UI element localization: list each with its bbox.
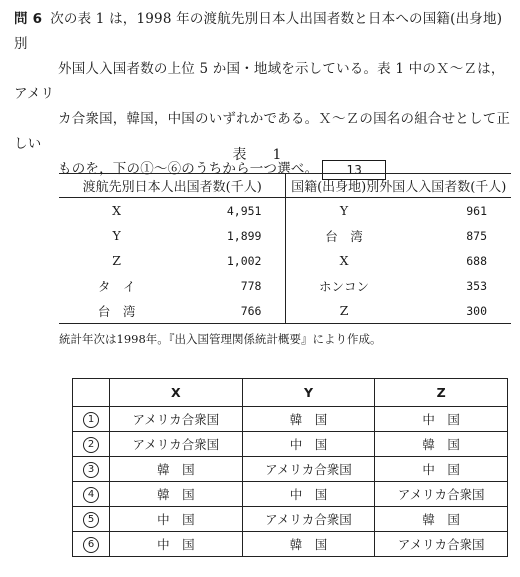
- table-1-right-value: 961: [466, 203, 487, 218]
- question-line-3-text: カ合衆国，韓国，中国のいずれかである。Ｘ～Ｚの国名の組合せとして正しい: [14, 111, 511, 152]
- choice-row: [73, 532, 508, 557]
- choice-number: 2: [83, 437, 99, 453]
- table-1-right-value: 300: [466, 303, 487, 318]
- table-2: [72, 378, 508, 557]
- choice-row: [73, 407, 508, 432]
- choice-number: 4: [83, 487, 99, 503]
- choice-row: [73, 457, 508, 482]
- choice-number-cell: [73, 432, 110, 457]
- choice-y: 韓 国: [242, 532, 375, 557]
- choice-y: アメリカ合衆国: [242, 457, 375, 482]
- table-1-title: 表 1: [232, 147, 288, 163]
- choice-z: 韓 国: [375, 507, 508, 532]
- table-1-right-name: Z: [286, 298, 402, 324]
- table-1-right-value: 875: [466, 228, 487, 243]
- table-1-body: [59, 198, 511, 324]
- table-1-row: [59, 223, 511, 248]
- table-1-row: [59, 298, 511, 324]
- table-1: [59, 173, 511, 324]
- table-1-left-value: 778: [240, 278, 262, 293]
- answer-box: 13: [322, 160, 386, 180]
- choice-row: [73, 432, 508, 457]
- table-2-header-y: Y: [242, 379, 375, 407]
- table-2-header-x: X: [110, 379, 243, 407]
- choice-number: 6: [83, 537, 99, 553]
- table-1-row: [59, 273, 511, 298]
- choice-y: 中 国: [242, 432, 375, 457]
- choice-z: 中 国: [375, 457, 508, 482]
- question-label: 問 6: [14, 11, 43, 27]
- table-1-left-name: Z: [112, 253, 121, 268]
- table-1-row: [59, 198, 511, 224]
- choice-number-cell: [73, 482, 110, 507]
- table-1-left-value: 1,899: [226, 228, 262, 243]
- choice-x: 韓 国: [110, 457, 243, 482]
- choice-number-cell: [73, 457, 110, 482]
- question-line-2: [14, 57, 514, 107]
- table-1-right-value: 353: [466, 278, 487, 293]
- question-line-1-text: 次の表 1 は，1998 年の渡航先別日本人出国者数と日本への国籍(出身地)別: [14, 11, 503, 52]
- table-2-header-row: [73, 379, 508, 407]
- table-1-row: [59, 248, 511, 273]
- choice-x: 韓 国: [110, 482, 243, 507]
- choice-z: 中 国: [375, 407, 508, 432]
- choice-number: 5: [83, 512, 99, 528]
- table-1-left-name: タ イ: [97, 278, 136, 294]
- table-1-right-name: 台 湾: [286, 223, 402, 248]
- table-1-left-name: 台 湾: [97, 303, 136, 319]
- choice-number-cell: [73, 507, 110, 532]
- table-1-header-right: 国籍(出身地)別外国人入国者数(千人): [286, 174, 511, 198]
- choice-y: 中 国: [242, 482, 375, 507]
- choice-number-cell: [73, 407, 110, 432]
- choice-row: [73, 482, 508, 507]
- table-1-header-left: 渡航先別日本人出国者数(千人): [59, 174, 286, 198]
- choice-x: アメリカ合衆国: [110, 432, 243, 457]
- choice-z: アメリカ合衆国: [375, 482, 508, 507]
- choice-x: 中 国: [110, 507, 243, 532]
- table-1-left-value: 4,951: [226, 203, 262, 218]
- table-1-right-name: Y: [286, 198, 402, 224]
- choice-x: 中 国: [110, 532, 243, 557]
- table-1-right-name: X: [286, 248, 402, 273]
- choice-x: アメリカ合衆国: [110, 407, 243, 432]
- question-line-1: [14, 7, 514, 57]
- table-1-note: 統計年次は1998年。『出入国管理関係統計概要』により作成。: [59, 332, 382, 346]
- choice-y: アメリカ合衆国: [242, 507, 375, 532]
- choice-number: 3: [83, 462, 99, 478]
- table-1-header-row: [59, 174, 511, 198]
- table-1-right-name: ホンコン: [286, 273, 402, 298]
- table-1-right-value: 688: [466, 253, 487, 268]
- table-1-left-name: Y: [112, 228, 121, 243]
- choice-row: [73, 507, 508, 532]
- choice-y: 韓 国: [242, 407, 375, 432]
- table-1-left-value: 1,002: [226, 253, 262, 268]
- table-2-header-z: Z: [375, 379, 508, 407]
- table-2-header-blank: [73, 379, 110, 407]
- table-1-left-name: X: [112, 203, 122, 218]
- table-2-body: [73, 407, 508, 557]
- choice-number: 1: [83, 412, 99, 428]
- question-line-4-text: ものを，下の①～⑥のうちから一つ選べ。: [58, 161, 319, 177]
- choice-z: 韓 国: [375, 432, 508, 457]
- table-1-left-value: 766: [240, 303, 262, 318]
- question-line-2-text: 外国人入国者数の上位 5 か国・地域を示している。表 1 中のＸ～Ｚは，アメリ: [14, 61, 505, 102]
- choice-z: アメリカ合衆国: [375, 532, 508, 557]
- choice-number-cell: [73, 532, 110, 557]
